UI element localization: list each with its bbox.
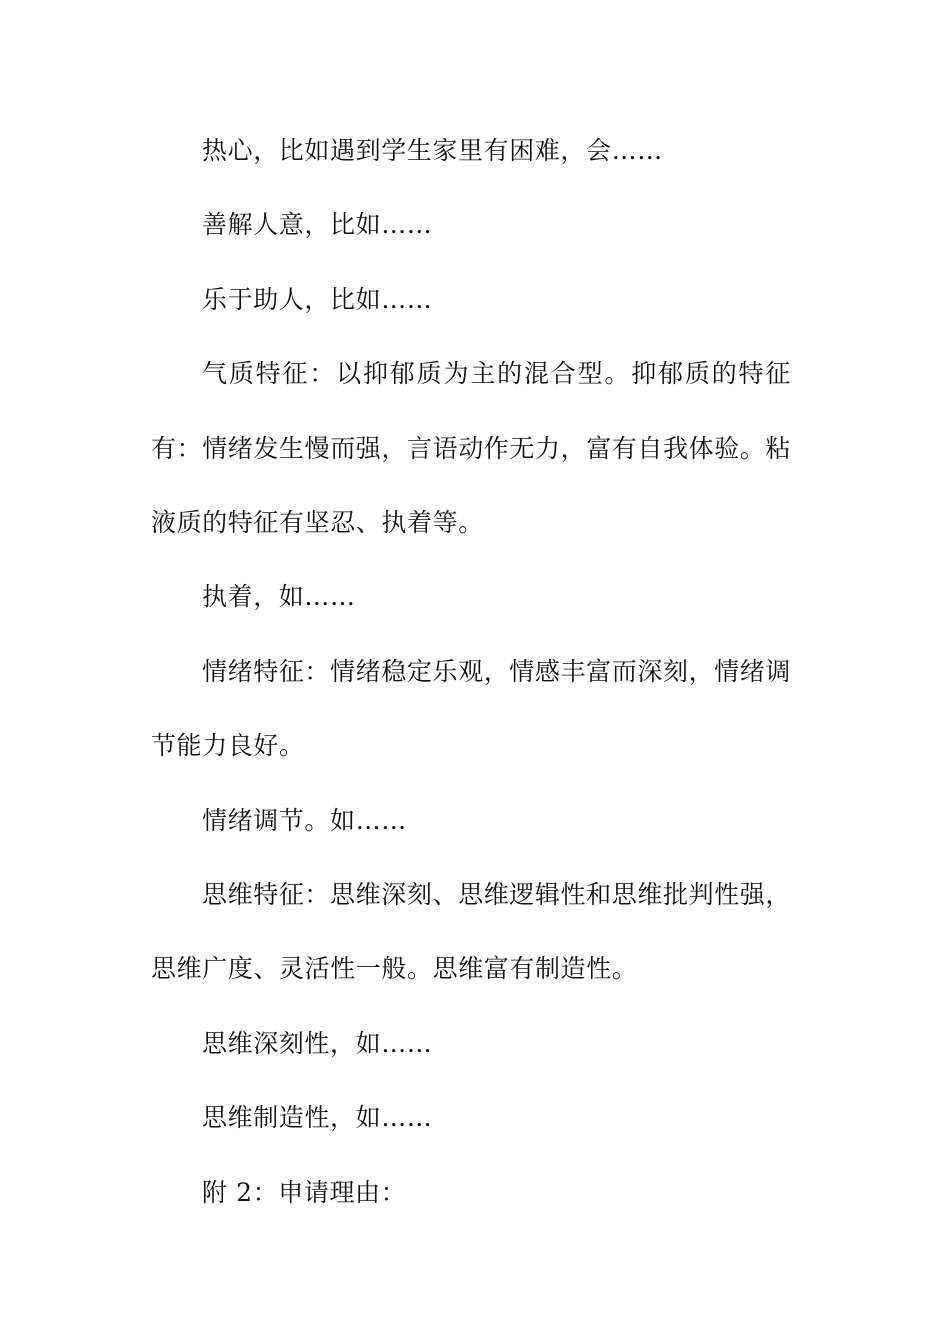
paragraph-thinking-creativity: 思维制造性，如…… <box>202 1103 433 1133</box>
appendix-heading: 附 2：申请理由： <box>202 1177 407 1207</box>
paragraph-understanding: 善解人意，比如…… <box>202 210 433 240</box>
paragraph-enthusiastic: 热心，比如遇到学生家里有困难，会…… <box>202 136 663 165</box>
document-body <box>151 114 791 1230</box>
paragraph-persistent: 执着，如…… <box>202 582 356 612</box>
paragraph-emotion-traits: 情绪特征：情绪稳定乐观，情感丰富而深刻，情绪调节能力良好。 <box>151 656 791 761</box>
paragraph-thinking-depth: 思维深刻性，如…… <box>202 1028 433 1058</box>
paragraph-helpful: 乐于助人，比如…… <box>202 284 433 314</box>
paragraph-emotion-regulation: 情绪调节。如…… <box>202 805 407 835</box>
paragraph-temperament: 气质特征：以抑郁质为主的混合型。抑郁质的特征有：情绪发生慢而强，言语动作无力，富有自我体验。粘液质的特征有坚忍、执着等。 <box>151 359 792 538</box>
paragraph-thinking-traits: 思维特征：思维深刻、思维逻辑性和思维批判性强，思维广度、灵活性一般。思维富有制造性。 <box>151 880 791 984</box>
